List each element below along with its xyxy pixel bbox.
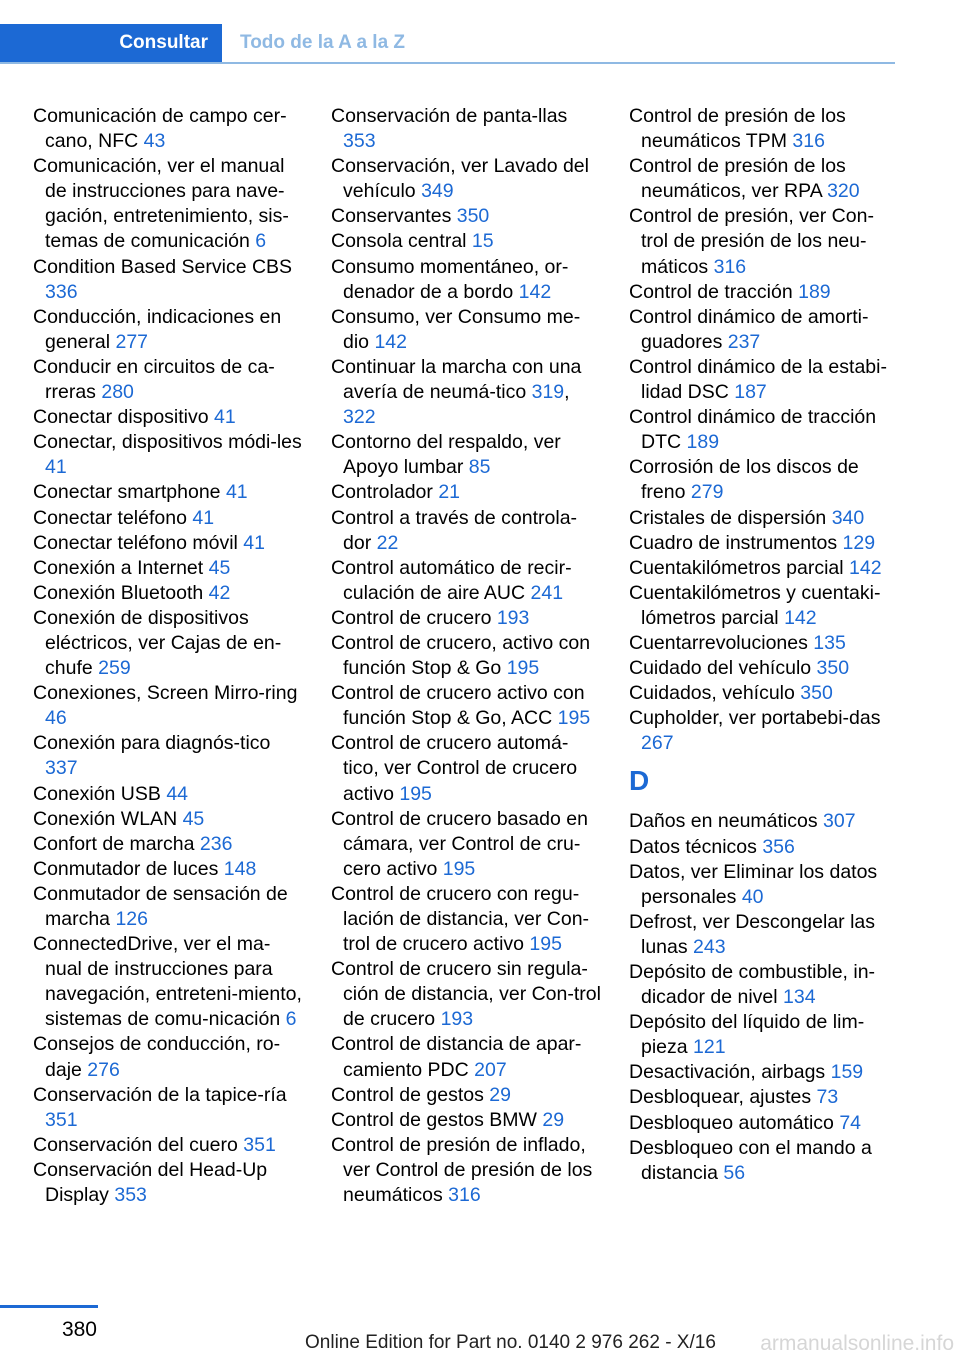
index-entry-term: Conducción, indicaciones en general [33,305,282,353]
tab-todo-a-z[interactable]: Todo de la A a la Z [240,32,406,53]
index-entry-term: Control de presión de inflado, ver Control de presión de los neumáticos [331,1133,593,1207]
index-entry-term: Cuadro de instrumentos [629,531,843,554]
index-entry [629,305,899,355]
index-entry [33,681,303,731]
index-entry-term: Cristales de dispersión [629,506,832,529]
page-link[interactable]: 193 [440,1008,474,1031]
page-link[interactable]: 46 [45,707,67,730]
page-link[interactable]: 45 [208,556,231,579]
index-entry [33,556,303,581]
page-link[interactable]: 126 [115,908,148,930]
page-link[interactable]: 237 [727,330,761,353]
index-entry [331,731,601,806]
index-entry [629,706,899,756]
page-link[interactable]: 316 [448,1184,481,1207]
index-entry [33,807,303,832]
index-entry [331,1108,601,1133]
index-entry [331,1083,601,1108]
page-link[interactable]: 74 [839,1111,862,1134]
index-entry-term: Control de crucero basado en cámara, ver Control de cru-cero activo [331,807,588,880]
index-entry [331,154,601,204]
index-entry-term: Conexión WLAN [33,807,183,830]
page-link[interactable]: 320 [827,180,860,203]
index-entry [33,882,303,932]
index-entry [331,957,601,1032]
index-entry [629,960,899,1010]
index-entry-term: Comunicación de campo cer-cano, NFC [33,105,287,153]
index-entry-term: Control dinámico de amorti-guadores [629,305,869,353]
page-link[interactable]: 193 [496,606,530,629]
index-entry-term: Conexión a Internet [33,556,209,579]
index-entry-term: Control de presión de los neumáticos TPM [629,105,846,153]
index-entry-term: Conservación de la tapice-ría [33,1083,287,1106]
page-link[interactable]: 276 [87,1058,120,1081]
index-entry [629,631,899,656]
index-entry-term: Conmutador de luces [33,857,224,880]
index-entry-term: Conectar dispositivo [33,406,215,429]
index-entry [629,910,899,960]
page-link[interactable]: 267 [641,732,674,755]
index-entry [33,1083,303,1133]
index-entry-term: Desactivación, airbags [629,1061,831,1084]
page-link[interactable]: 241 [530,581,564,604]
index-entry-term: Control de gestos BMW [331,1108,543,1131]
index-entry-term: Conducir en circuitos de ca-rreras [33,355,275,404]
page-link[interactable]: 22 [376,531,399,554]
index-entry-term: Confort de marcha [33,832,200,855]
page-link[interactable]: 29 [489,1083,511,1106]
page-link[interactable]: 189 [686,431,720,454]
index-entry [629,1060,899,1085]
page-link[interactable]: 207 [474,1058,507,1081]
page-link[interactable]: 337 [45,757,78,780]
watermark-text: armanualsonline.info [760,1332,954,1355]
index-entry [33,932,303,1032]
page-link[interactable]: 43 [143,130,166,153]
page-link[interactable]: 350 [816,657,850,680]
index-entry [33,104,303,154]
index-entry-term: Control de distancia de apar-camiento PDC [331,1033,582,1081]
page-link[interactable]: 6 [255,230,267,253]
index-entry-term: Cuentakilómetros parcial [629,556,850,579]
index-entry: Continuar la marcha con una avería de neumá-tico 319, 322 [331,355,582,429]
header-bar [0,24,895,64]
index-entry-term: Control de tracción [629,280,799,303]
index-entry [331,606,601,631]
index-entry [629,1010,899,1060]
index-entry-term: Cuentakilómetros y cuentaki-lómetros parcial [629,581,881,629]
index-entry-term: Conectar teléfono [33,506,193,529]
index-entry [331,1133,601,1208]
page-link[interactable]: 322 [343,406,376,429]
index-entry [629,455,899,505]
page-link[interactable]: 319 [531,381,565,404]
index-entry [331,556,601,606]
index-column-1 [33,104,303,1208]
page-link[interactable]: 350 [456,205,490,228]
page-link[interactable]: 41 [45,456,67,479]
page-link[interactable]: 121 [693,1036,726,1059]
page-link[interactable]: 142 [518,280,552,303]
index-entry [33,531,303,556]
index-entry [629,556,899,581]
index-entry [33,355,303,405]
page-link[interactable]: 259 [98,657,131,680]
index-entry [629,405,899,455]
page-link[interactable]: 6 [285,1008,297,1031]
index-entry-term: Conservación de panta-llas [331,105,568,127]
index-entry [33,506,303,531]
index-entry-term: Consumo, ver Consumo me-dio [331,305,581,353]
index-entry [33,1158,303,1208]
page-link[interactable]: 195 [529,933,562,956]
tab-consultar[interactable]: Consultar [0,24,222,62]
page-link[interactable]: 187 [734,381,767,404]
index-entry [33,405,303,430]
page-number: 380 [61,1318,97,1341]
index-entry-term: Cupholder, ver portabebi-das [629,707,881,730]
index-entry-term: Consejos de conducción, ro-daje [33,1033,281,1081]
index-entry-term: Conectar teléfono móvil [33,531,244,554]
index-entry-term: Control de gestos [331,1083,490,1106]
index-entry-term: Controlador [331,481,439,504]
index-entry-term: Cuentarrevoluciones [629,631,814,654]
page-link[interactable]: 340 [831,506,865,529]
page-link[interactable]: 142 [784,606,817,629]
page-link[interactable]: 189 [798,280,831,303]
index-entry [629,355,899,405]
index-entry [331,104,601,154]
page-link[interactable]: 135 [813,631,846,654]
index-entry-term: Conectar smartphone [33,481,226,504]
index-entry [331,631,601,681]
index-entry-term: Corrosión de los discos de freno [629,456,859,504]
index-column-3 [629,104,899,1186]
index-entry-term: Consumo momentáneo, or-denador de a bordo [331,255,569,303]
page-link[interactable]: 356 [762,835,795,858]
page-link[interactable]: 349 [421,180,454,203]
index-entry-term: Desbloqueo automático [629,1111,840,1134]
index-entry [331,305,601,355]
index-entry [629,681,899,706]
page-link[interactable]: 243 [693,935,726,958]
index-entry [33,782,303,807]
page-link[interactable]: 44 [166,782,189,805]
index-entry-term: Control de crucero sin regula-ción de distancia, ver Con-trol de crucero [331,958,601,1031]
page-link[interactable]: 129 [842,531,876,554]
page-link[interactable]: 73 [816,1086,839,1109]
page-link[interactable]: 41 [225,481,248,504]
page-link[interactable]: 134 [783,986,816,1009]
page-link[interactable]: 40 [741,885,764,908]
index-entry-term: ConnectedDrive, ver el ma-nual de instrucciones para navegación, entreteni-miento, sistemas de comu-nicación [33,933,302,1031]
index-entry-term: Control dinámico de la estabi-lidad DSC [629,355,887,404]
page-link[interactable]: 351 [45,1108,78,1131]
index-entry [629,531,899,556]
page-link[interactable]: 353 [114,1184,147,1207]
index-entry [331,229,601,254]
index-entry [331,807,601,882]
index-entry [331,681,601,731]
edition-text: Online Edition for Part no. 0140 2 976 262 - X/16 [305,1332,716,1353]
index-entry-term: Control de crucero [331,606,497,629]
index-entry [33,154,303,254]
page-link[interactable]: 142 [849,556,882,579]
index-entry [33,832,303,857]
index-entry [629,860,899,910]
page-link[interactable]: 41 [192,506,215,529]
page-link[interactable]: 195 [399,782,432,805]
index-entry [331,480,601,505]
page-link[interactable]: 279 [690,481,724,504]
index-entry-term: Depósito del líquido de lim-pieza [629,1011,865,1059]
page-link[interactable]: 21 [438,481,461,504]
page-link[interactable]: 353 [343,130,376,153]
index-entry-term: Datos técnicos [629,835,763,858]
page-link[interactable]: 277 [115,330,149,353]
index-entry-term: Cuidados, vehículo [629,682,801,705]
index-entry [331,204,601,229]
index-entry [331,882,601,957]
index-entry-term: Condition Based Service CBS [33,255,293,278]
index-entry [331,1032,601,1082]
index-entry-term: Cuidado del vehículo [629,657,817,680]
index-entry [33,1133,303,1158]
page-link[interactable]: 41 [243,531,265,554]
index-entry [33,480,303,505]
page-link[interactable]: 336 [45,280,78,303]
footer-rule [0,1305,98,1308]
index-entry [629,1085,899,1110]
page-link[interactable]: 195 [557,707,591,730]
index-entry-term: Conexiones, Screen Mirro-ring [33,682,298,705]
index-entry [629,835,899,860]
index-entry-term: Control de crucero, activo con función Stop & Go [331,631,591,680]
index-entry-term: Control dinámico de tracción DTC [629,406,877,454]
index-entry [629,656,899,681]
index-entry [33,305,303,355]
index-entry [33,606,303,681]
index-entry-term: Control a través de controla-dor [331,506,578,554]
index-entry-term: Control de presión de los neumáticos, ver RPA [629,155,846,203]
index-entry-term: Conectar, dispositivos módi-les [33,431,302,454]
page-link[interactable]: 307 [823,810,856,833]
index-entry-term: Contorno del respaldo, ver Apoyo lumbar [331,431,561,479]
index-entry-term: Conexión de dispositivos eléctricos, ver Cajas de en-chufe [33,606,282,680]
page-link[interactable]: 45 [182,807,205,830]
index-entry [629,581,899,631]
index-entry-term: Conservantes [331,205,457,228]
index-entry-term: Defrost, ver Descongelar las lunas [629,910,876,958]
index-entry [33,581,303,606]
index-entry-term: Control de crucero automá-tico, ver Control de crucero activo [331,732,578,805]
index-entry-term: Control de presión, ver Con-trol de presión de los neu-máticos [629,205,874,278]
page-link[interactable]: 351 [243,1133,276,1156]
index-entry-term: Control automático de recir-culación de aire AUC [331,556,572,604]
section-letter: D [629,765,650,797]
page-link[interactable]: 195 [442,857,476,880]
page-link[interactable]: 280 [101,381,134,404]
index-entry [331,430,601,480]
page-link[interactable]: 29 [542,1108,565,1131]
index-entry [629,1111,899,1136]
page-link[interactable]: 236 [199,832,233,855]
index-entry [33,1032,303,1082]
index-entry-term: Daños en neumáticos [629,810,824,833]
index-entry-term: Control de crucero con regu-lación de distancia, ver Con-trol de crucero activo [331,882,590,956]
index-entry-term: Consola central [331,230,472,253]
index-entry [33,857,303,882]
index-entry [629,154,899,204]
index-entry-term: Continuar la marcha con una avería de neumá-tico [331,355,582,404]
page-link[interactable]: 56 [723,1161,746,1184]
index-column-2 [331,104,601,1208]
index-entry [629,1136,899,1186]
index-entry-term: Control de crucero activo con función Stop & Go, ACC [331,682,585,730]
index-entry [33,430,303,480]
page-link[interactable]: 142 [374,330,407,353]
index-entry-term: Conexión USB [33,782,167,805]
index-entry [331,255,601,305]
page-link[interactable]: 15 [471,230,494,253]
index-entry [629,809,899,834]
index-entry-term: Depósito de combustible, in-dicador de nivel [629,961,876,1009]
index-entry-term: Conmutador de sensación de marcha [33,882,288,930]
page-link[interactable]: 195 [506,657,540,680]
index-entry-term: Datos, ver Eliminar los datos personales [629,860,878,908]
index-entry-term: Conexión Bluetooth [33,581,209,604]
index-entry [629,506,899,531]
index-entry-term: Conservación del Head-Up Display [33,1158,268,1207]
index-entry-term: Desbloqueo con el mando a distancia [629,1136,872,1184]
index-entry-term: Conservación del cuero [33,1133,244,1156]
index-entry [629,280,899,305]
page-link[interactable]: 316 [792,130,825,153]
page-link[interactable]: 42 [208,581,231,604]
index-entry-term: Comunicación, ver el manual de instrucciones para nave-gación, entretenimiento, sis-temas de comunicación [33,155,289,253]
page-link[interactable]: 159 [830,1061,864,1084]
index-entry-term: Conexión para diagnós-tico [33,732,271,755]
index-entry-term: Conservación, ver Lavado del vehículo [331,155,589,203]
page-link[interactable]: 85 [468,456,491,479]
index-entry-term: Desbloquear, ajustes [629,1086,817,1109]
index-entry [629,204,899,279]
index-entry [331,506,601,556]
page-link[interactable]: 316 [713,255,747,278]
index-entry [629,104,899,154]
index-entry [33,255,303,305]
page-link[interactable]: 148 [223,857,257,880]
page-link[interactable]: 41 [214,406,236,429]
page-link[interactable]: 350 [800,682,833,705]
index-entry [33,731,303,781]
